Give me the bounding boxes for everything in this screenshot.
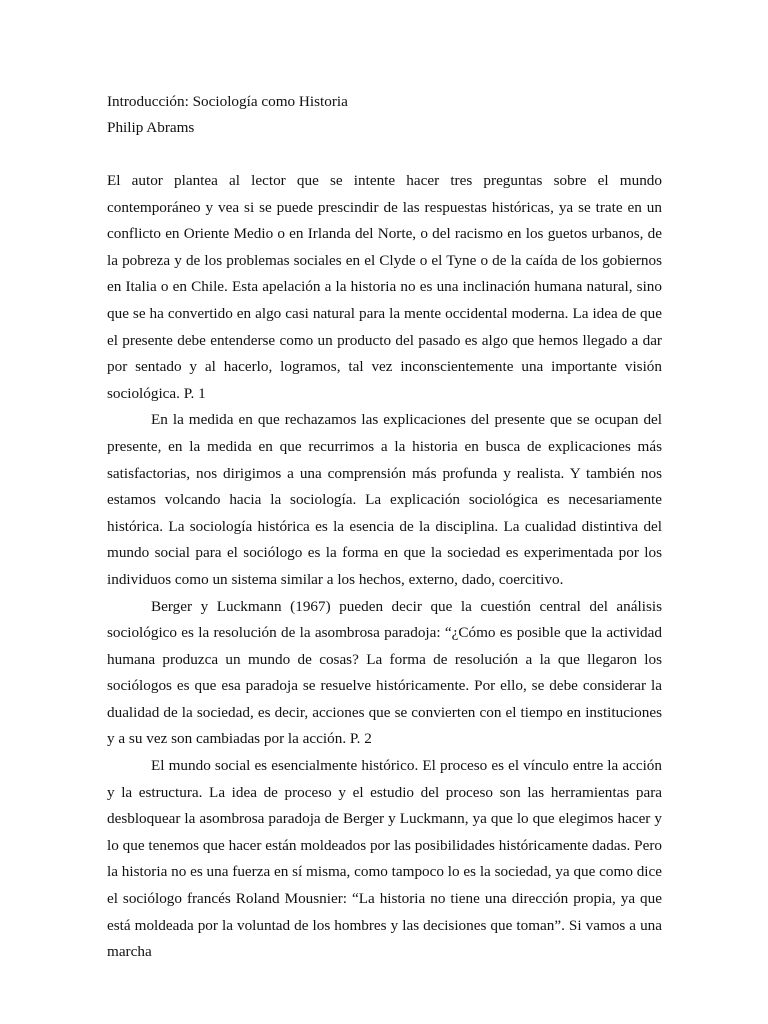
document-body <box>107 168 662 966</box>
paragraph: Berger y Luckmann (1967) pueden decir que la cuestión central del análisis sociológico es la resolución de la asombrosa paradoja: “¿Cómo es posible que la actividad humana produzca un mundo de cosas? La forma de resolución a la que llegaron los sociólogos es que esa paradoja se resuelve históricamente. Por ello, se debe considerar la dualidad de la sociedad, es decir, acciones que se convierten con el tiempo en instituciones y a su vez son cambiadas por la acción. P. 2 <box>107 597 662 748</box>
paragraph: En la medida en que rechazamos las explicaciones del presente que se ocupan del presente, en la medida en que recurrimos a la historia en busca de explicaciones más satisfactorias, nos dirigimos a una comprensión más profunda y realista. Y también nos estamos volcando hacia la sociología. La explicación sociológica es necesariamente histórica. La sociología histórica es la esencia de la disciplina. La cualidad distintiva del mundo social para el sociólogo es la forma en que la sociedad es experimentada por los individuos como un sistema similar a los hechos, externo, dado, coercitivo. <box>107 411 662 588</box>
document-author: Philip Abrams <box>107 119 195 136</box>
document-header <box>107 89 667 141</box>
paragraph: El mundo social es esencialmente histórico. El proceso es el vínculo entre la acción y la estructura. La idea de proceso y el estudio del proceso son las herramientas para desbloquear la asombrosa paradoja de Berger y Luckmann, ya que lo que elegimos hacer y lo que tenemos que hacer están moldeados por las posibilidades históricamente dadas. Pero la historia no es una fuerza en sí misma, como tampoco lo es la sociedad, ya que como dice el sociólogo francés Roland Mousnier: “La historia no tiene una dirección propia, ya que está moldeada por la voluntad de los hombres y las decisiones que toman”. Si vamos a una marcha <box>107 757 663 961</box>
paragraph: El autor plantea al lector que se intente hacer tres preguntas sobre el mundo contemporáneo y vea si se puede prescindir de las respuestas históricas, ya se trate en un conflicto en Oriente Medio o en Irlanda del Norte, o del racismo en los guetos urbanos, de la pobreza y de los problemas sociales en el Clyde o el Tyne o de la caída de los gobiernos en Italia o en Chile. Esta apelación a la historia no es una inclinación humana natural, sino que se ha convertido en algo casi natural para la mente occidental moderna. La idea de que el presente debe entenderse como un producto del pasado es algo que hemos llegado a dar por sentado y al hacerlo, logramos, tal vez inconscientemente una importante visión sociológica. P. 1 <box>107 172 662 402</box>
document-title: Introducción: Sociología como Historia <box>107 93 348 110</box>
